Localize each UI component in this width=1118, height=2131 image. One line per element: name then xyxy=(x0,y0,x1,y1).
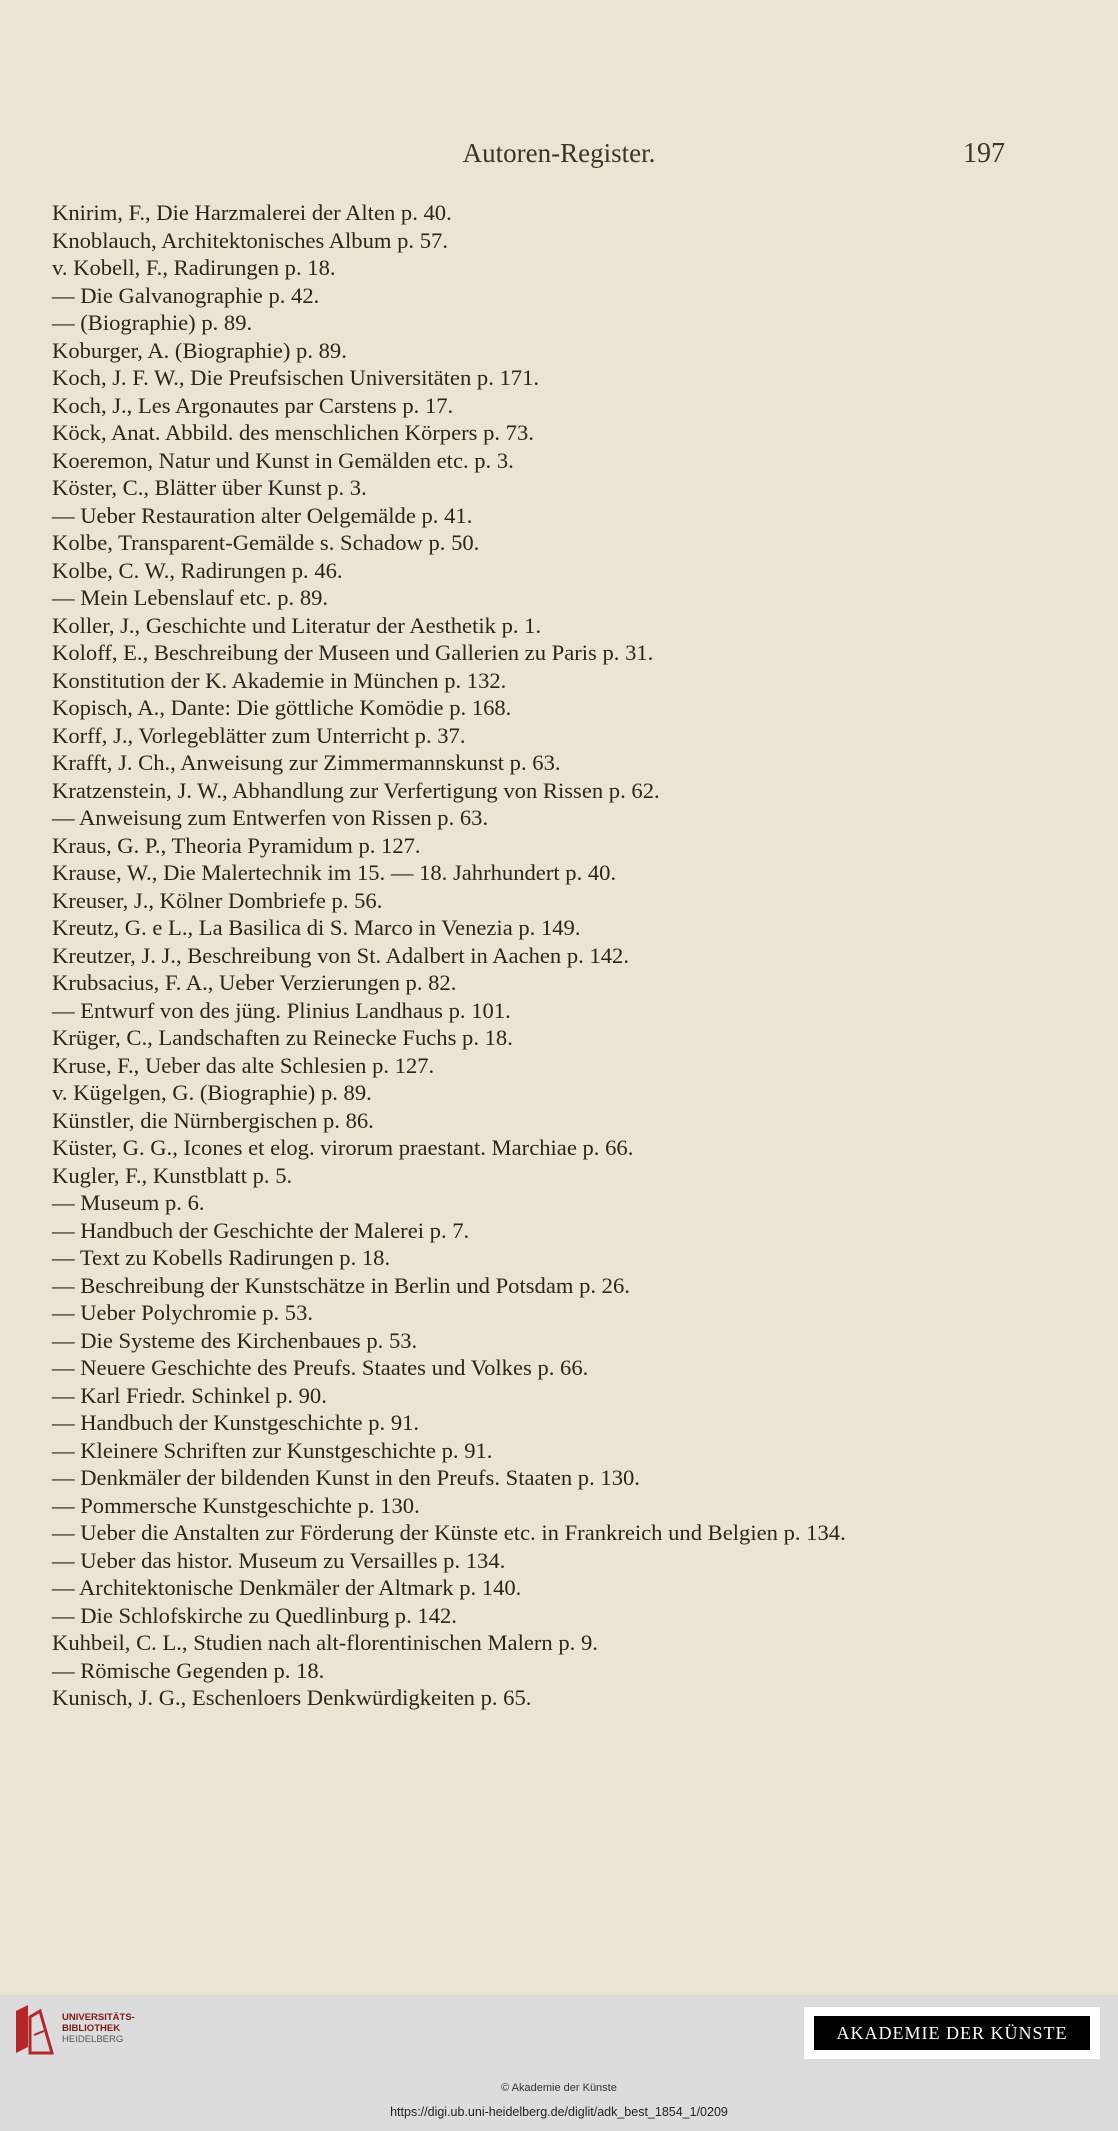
index-entry: — (Biographie) p. 89. xyxy=(52,310,253,335)
index-entry: Kugler, F., Kunstblatt p. 5. xyxy=(52,1162,293,1188)
page-number: 197 xyxy=(963,138,1005,169)
index-entry: Kraus, G. P., Theoria Pyramidum p. 127. xyxy=(52,832,421,858)
index-entry: — Architektonische Denkmäler der Altmark p. 140. xyxy=(52,1575,522,1600)
index-entry: Koburger, A. (Biographie) p. 89. xyxy=(52,337,347,363)
index-entry: — Handbuch der Kunstgeschichte p. 91. xyxy=(52,1410,420,1435)
library-logo-line: HEIDELBERG xyxy=(62,2034,124,2045)
copyright-notice: © Akademie der Künste xyxy=(501,2082,617,2094)
index-entry: — Die Schlofskirche zu Quedlinburg p. 142. xyxy=(52,1602,457,1628)
index-entry: Krause, W., Die Malertechnik im 15. — 18. Jahrhundert p. 40. xyxy=(52,860,617,885)
index-entry: — Ueber die Anstalten zur Förderung der Künste etc. in Frankreich und Belgien p. 134. xyxy=(52,1520,846,1545)
index-entry: — Handbuch der Geschichte der Malerei p. 7. xyxy=(52,1217,470,1243)
index-entry: v. Kügelgen, G. (Biographie) p. 89. xyxy=(52,1080,372,1105)
index-entry: Köck, Anat. Abbild. des menschlichen Körpers p. 73. xyxy=(52,420,534,445)
index-entry: Köster, C., Blätter über Kunst p. 3. xyxy=(52,475,367,500)
index-entry: — Anweisung zum Entwerfen von Rissen p. 63. xyxy=(52,805,489,830)
library-emblem-icon xyxy=(14,2001,54,2057)
index-entry: Kopisch, A., Dante: Die göttliche Komödie p. 168. xyxy=(52,695,512,720)
index-entry: Knoblauch, Architektonisches Album p. 57. xyxy=(52,227,448,253)
running-head xyxy=(0,138,1118,178)
index-entry: Konstitution der K. Akademie in München p. 132. xyxy=(52,667,507,693)
library-logo-text xyxy=(62,2012,135,2045)
index-entry: — Die Systeme des Kirchenbaues p. 53. xyxy=(52,1327,418,1353)
index-entry: Kratzenstein, J. W., Abhandlung zur Verfertigung von Rissen p. 62. xyxy=(52,777,660,803)
index-entry: — Mein Lebenslauf etc. p. 89. xyxy=(52,585,329,610)
index-entry: Koeremon, Natur und Kunst in Gemälden etc. p. 3. xyxy=(52,447,514,473)
index-entry: Kunisch, J. G., Eschenloers Denkwürdigkeiten p. 65. xyxy=(52,1685,532,1710)
index-entry: — Karl Friedr. Schinkel p. 90. xyxy=(52,1382,327,1408)
index-entry: — Museum p. 6. xyxy=(52,1190,205,1215)
index-entry: Krafft, J. Ch., Anweisung zur Zimmermannskunst p. 63. xyxy=(52,750,561,775)
index-entry: — Ueber Restauration alter Oelgemälde p. 41. xyxy=(52,502,473,528)
running-title: Autoren-Register. xyxy=(462,138,656,168)
index-entry: Koller, J., Geschichte und Literatur der Aesthetik p. 1. xyxy=(52,612,542,638)
author-index-list xyxy=(52,199,1062,1712)
index-entry: — Ueber das histor. Museum zu Versailles p. 134. xyxy=(52,1547,506,1573)
index-entry: Kreutz, G. e L., La Basilica di S. Marco in Venezia p. 149. xyxy=(52,915,581,940)
index-entry: Kolbe, C. W., Radirungen p. 46. xyxy=(52,557,343,583)
index-entry: — Ueber Polychromie p. 53. xyxy=(52,1300,314,1325)
index-entry: — Denkmäler der bildenden Kunst in den Preufs. Staaten p. 130. xyxy=(52,1465,640,1490)
index-entry: Krüger, C., Landschaften zu Reinecke Fuchs p. 18. xyxy=(52,1025,513,1050)
index-entry: Koch, J. F. W., Die Preufsischen Universitäten p. 171. xyxy=(52,365,540,390)
index-entry: — Die Galvanographie p. 42. xyxy=(52,282,320,308)
index-entry: Küster, G. G., Icones et elog. virorum praestant. Marchiae p. 66. xyxy=(52,1135,634,1160)
akademie-logo[interactable] xyxy=(804,2007,1100,2059)
index-entry: — Beschreibung der Kunstschätze in Berlin und Potsdam p. 26. xyxy=(52,1272,630,1298)
library-logo-line: BIBLIOTHEK xyxy=(62,2023,121,2034)
index-entry: Kreutzer, J. J., Beschreibung von St. Adalbert in Aachen p. 142. xyxy=(52,942,630,968)
index-entry: Kuhbeil, C. L., Studien nach alt-florentinischen Malern p. 9. xyxy=(52,1630,598,1655)
index-entry: — Entwurf von des jüng. Plinius Landhaus p. 101. xyxy=(52,997,511,1023)
index-entry: — Kleinere Schriften zur Kunstgeschichte p. 91. xyxy=(52,1437,493,1463)
index-entry: — Pommersche Kunstgeschichte p. 130. xyxy=(52,1492,420,1518)
library-logo-line: UNIVERSITÄTS- xyxy=(62,2012,135,2023)
index-entry: Korff, J., Vorlegeblätter zum Unterricht p. 37. xyxy=(52,722,466,748)
viewer-footer xyxy=(0,1995,1118,2131)
index-entry: — Neuere Geschichte des Preufs. Staates und Volkes p. 66. xyxy=(52,1355,589,1380)
index-entry: Koch, J., Les Argonautes par Carstens p. 17. xyxy=(52,392,454,418)
university-library-logo[interactable] xyxy=(14,2001,154,2057)
akademie-logo-text: AKADEMIE DER KÜNSTE xyxy=(814,2016,1090,2050)
index-entry: Kolbe, Transparent-Gemälde s. Schadow p. 50. xyxy=(52,530,480,555)
index-entry: Koloff, E., Beschreibung der Museen und Gallerien zu Paris p. 31. xyxy=(52,640,654,665)
index-entry: Krubsacius, F. A., Ueber Verzierungen p. 82. xyxy=(52,970,457,995)
index-entry: Knirim, F., Die Harzmalerei der Alten p. 40. xyxy=(52,200,452,225)
index-entry: v. Kobell, F., Radirungen p. 18. xyxy=(52,255,336,280)
index-entry: Künstler, die Nürnbergischen p. 86. xyxy=(52,1107,374,1133)
citation-url[interactable]: https://digi.ub.uni-heidelberg.de/diglit/adk_best_1854_1/0209 xyxy=(390,2105,728,2119)
index-entry: Kreuser, J., Kölner Dombriefe p. 56. xyxy=(52,887,383,913)
index-entry: Kruse, F., Ueber das alte Schlesien p. 127. xyxy=(52,1052,435,1078)
index-entry: — Römische Gegenden p. 18. xyxy=(52,1657,325,1683)
index-entry: — Text zu Kobells Radirungen p. 18. xyxy=(52,1245,391,1270)
